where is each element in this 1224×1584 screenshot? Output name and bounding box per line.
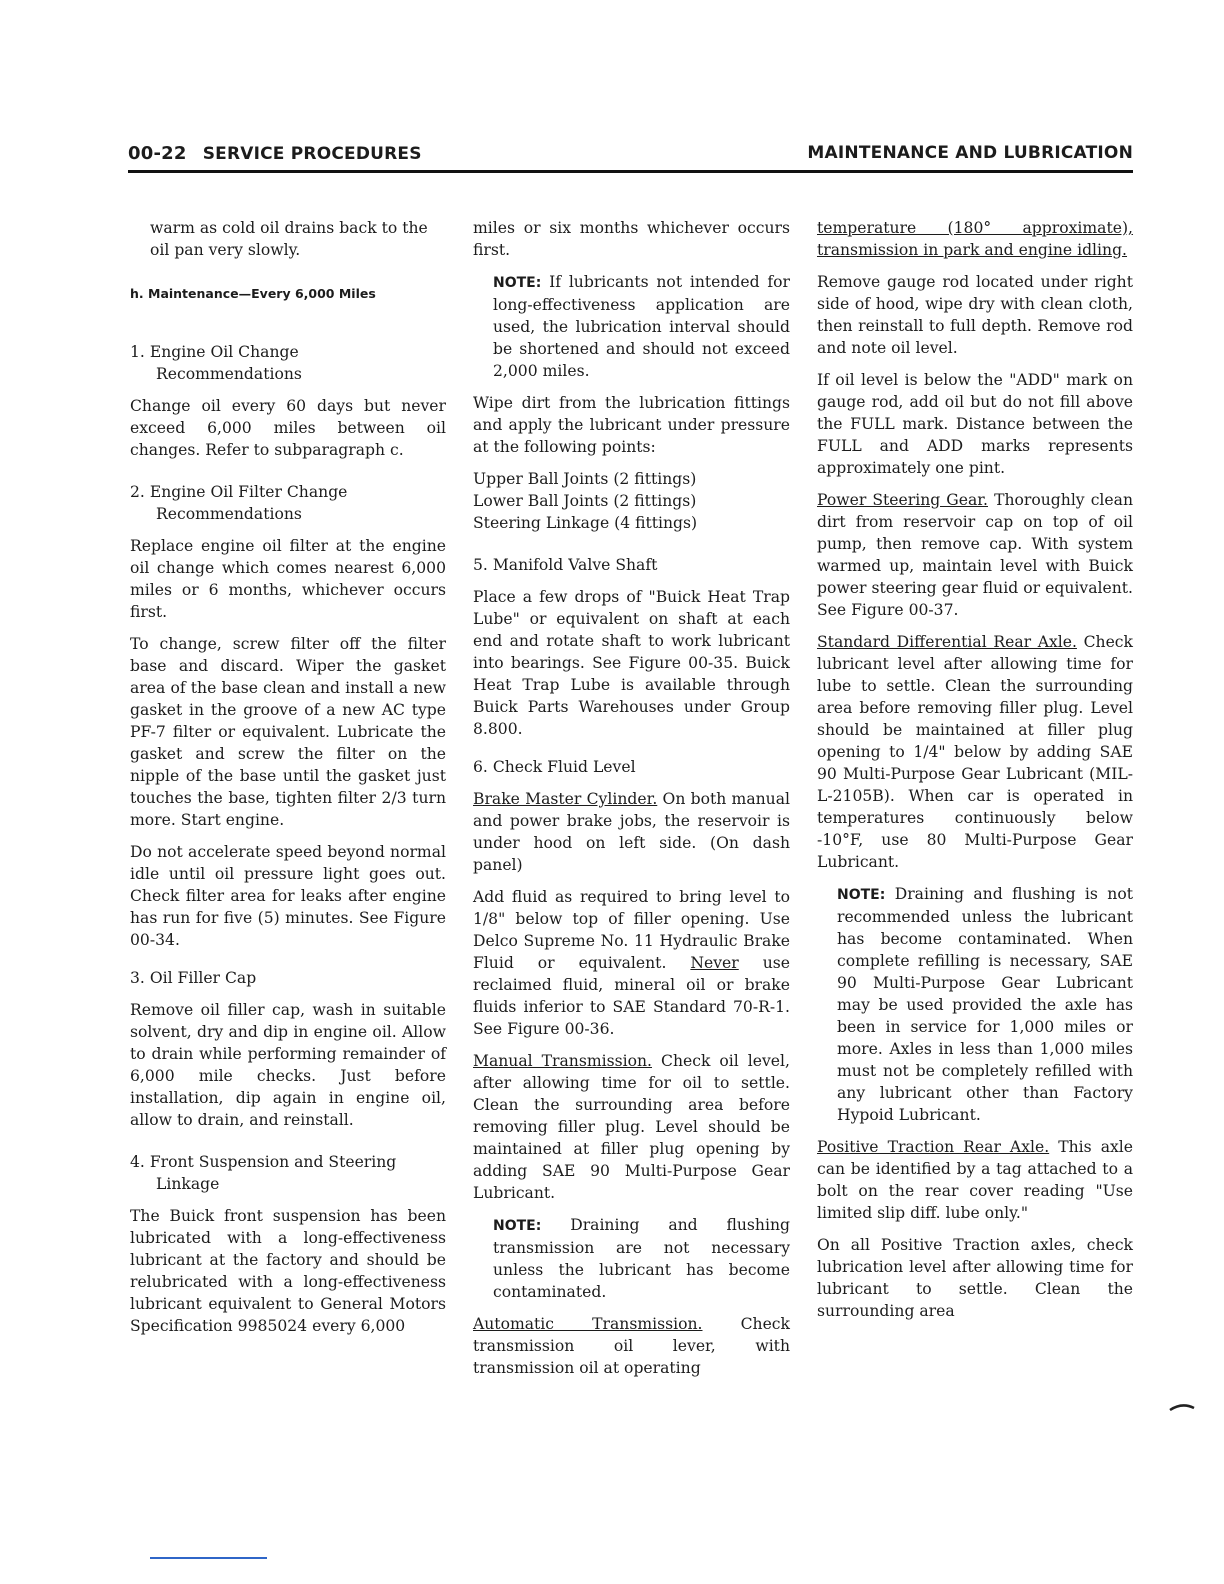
- column-1: [130, 217, 446, 1347]
- note-draining-axle: [817, 883, 1133, 1126]
- paragraph-miles-months: miles or six months whichever occurs first.: [473, 219, 790, 259]
- note-label: NOTE:: [493, 275, 542, 291]
- note-text: Draining and flushing transmission are not necessary unless the lubricant has become contaminated.: [493, 1216, 790, 1301]
- paragraph-oil-level: If oil level is below the "ADD" mark on gauge rod, add oil but do not fill above the FULL mark. Distance between the FULL and ADD marks represents approximately one pint.: [817, 371, 1133, 477]
- header-left: [128, 143, 422, 164]
- manual-text: Check oil level, after allowing time for oil to settle. Clean the surrounding area before removing filler plug. Level should be maintained at filler plug opening by adding SAE 90 Multi-Purpose Gear Lubricant.: [473, 1052, 790, 1202]
- paragraph-power-steering: [817, 489, 1133, 621]
- section-title: SERVICE PROCEDURES: [202, 144, 422, 164]
- column-2: [473, 217, 790, 1389]
- paragraph-automatic-transmission: [473, 1313, 790, 1379]
- positive-traction-text: This axle can be identified by a tag attached to a bolt on the rear cover reading "Use limited slip diff. lube only.": [817, 1138, 1133, 1222]
- note-lubricants: [473, 271, 790, 382]
- item-4-line1: 4. Front Suspension and Steering: [130, 1153, 397, 1171]
- item-1-line1: 1. Engine Oil Change: [130, 343, 299, 361]
- auto-text: Check transmission oil lever, with transmission oil at operating: [473, 1315, 790, 1377]
- note-label: NOTE:: [493, 1218, 542, 1234]
- paragraph-heat-trap: Place a few drops of "Buick Heat Trap Lube" or equivalent on shaft at each end and rotate shaft to work lubricant into bearings. See Figure 00-35. Buick Heat Trap Lube is available through Buick Parts Warehouses under Group 8.800.: [473, 588, 790, 738]
- paragraph-front-suspension: The Buick front suspension has been lubricated with a long-effectiveness lubricant at the factory and should be relubricated with a long-effectiveness lubricant equivalent to General Motors Specification 9985024 every 6,000: [130, 1207, 446, 1335]
- paragraph-filter-procedure: To change, screw filter off the filter base and discard. Wiper the gasket area of the base clean and install a new gasket in the groove of a new AC type PF-7 filter or equivalent. Lubricate the gasket and screw the filter on the nipple of the base until the gasket just touches the base, tighten filter 2/3 turn more. Start engine.: [130, 635, 446, 829]
- note-draining-transmission: [473, 1214, 790, 1303]
- paragraph-wipe-dirt: Wipe dirt from the lubrication fittings and apply the lubricant under pressure at the following points:: [473, 394, 790, 456]
- paragraph-manual-transmission: [473, 1050, 790, 1204]
- list-item: Steering Linkage (4 fittings): [473, 514, 698, 532]
- item-1-heading: [130, 341, 446, 385]
- note-text: If lubricants not intended for long-effectiveness application are used, the lubrication interval should be shortened and should not exceed 2,000 miles.: [493, 273, 790, 380]
- paragraph-add-fluid: Add fluid as required to bring level to 1/8" below top of filler opening. Use Delco Supreme No. 11 Hydraulic Brake Fluid or equivalent. Never use reclaimed fluid, mineral oil or brake fluids inferior to SAE Standard 70-R-1. See Figure 00-36.: [473, 888, 790, 1038]
- auto-heading: Automatic Transmission.: [473, 1315, 703, 1333]
- column-3: [817, 217, 1133, 1332]
- footer-line: [150, 1557, 267, 1559]
- item-4-heading: [130, 1151, 446, 1195]
- paragraph-filler-cap: Remove oil filler cap, wash in suitable solvent, dry and dip in engine oil. Allow to drain while performing remainder of 6,000 mile checks. Just before installation, dip again in engine oil, allow to drain, and reinstall.: [130, 1001, 446, 1129]
- intro-paragraph: warm as cold oil drains back to the oil pan very slowly.: [150, 219, 428, 259]
- paragraph-positive-traction: [817, 1136, 1133, 1224]
- paragraph-brake-master: [473, 788, 790, 876]
- chapter-title: MAINTENANCE AND LUBRICATION: [807, 143, 1133, 163]
- never-emphasis: Never: [690, 954, 739, 972]
- brake-heading: Brake Master Cylinder.: [473, 790, 658, 808]
- differential-heading: Standard Differential Rear Axle.: [817, 633, 1077, 651]
- note-label: NOTE:: [837, 887, 886, 903]
- item-3-heading: 3. Oil Filler Cap: [130, 969, 257, 987]
- list-item: Upper Ball Joints (2 fittings): [473, 470, 697, 488]
- header-rule: [128, 170, 1133, 173]
- item-1-line2: Recommendations: [156, 365, 302, 383]
- manual-heading: Manual Transmission.: [473, 1052, 652, 1070]
- paragraph-positive-traction-check: On all Positive Traction axles, check lubrication level after allowing time for lubricant to settle. Clean the surrounding area: [817, 1236, 1133, 1320]
- item-4-line2: Linkage: [156, 1175, 220, 1193]
- paragraph-engine-idle: Do not accelerate speed beyond normal idle until oil pressure light goes out. Check filter area for leaks after engine has run for five (5) minutes. See Figure 00-34.: [130, 843, 446, 949]
- section-heading-h: h. Maintenance—Every 6,000 Miles: [130, 286, 376, 301]
- item-2-line1: 2. Engine Oil Filter Change: [130, 483, 348, 501]
- item-2-heading: [130, 481, 446, 525]
- item-2-line2: Recommendations: [156, 505, 302, 523]
- list-item: Lower Ball Joints (2 fittings): [473, 492, 697, 510]
- item-6-heading: 6. Check Fluid Level: [473, 758, 636, 776]
- paragraph-differential: [817, 631, 1133, 873]
- brake-text: On both manual and power brake jobs, the reservoir is under hood on left side. (On dash panel): [473, 790, 791, 874]
- paragraph-filter-replace: Replace engine oil filter at the engine oil change which comes nearest 6,000 miles or 6 months, whichever occurs first.: [130, 537, 446, 621]
- power-steering-heading: Power Steering Gear.: [817, 491, 988, 509]
- paragraph-temperature: temperature (180° approximate), transmission in park and engine idling.: [817, 219, 1133, 259]
- paragraph-oil-change: Change oil every 60 days but never exceed 6,000 miles between oil changes. Refer to subparagraph c.: [130, 397, 446, 459]
- fittings-list: [473, 468, 790, 534]
- page-corner-mark: [1168, 1400, 1198, 1414]
- note-text: Draining and flushing is not recommended unless the lubricant has become contaminated. When complete refilling is necessary, SAE 90 Multi-Purpose Gear Lubricant may be used provided the axle has been in service for 1,000 miles or more. Axles in less than 1,000 miles must not be completely refilled with any lubricant other than Factory Hypoid Lubricant.: [837, 885, 1133, 1124]
- differential-text: Check lubricant level after allowing time for lube to settle. Clean the surrounding area before removing filler plug. Level should be maintained at filler plug opening to 1/4" below by adding SAE 90 Multi-Purpose Gear Lubricant (MIL-L-2105B). When car is operated in temperatures continuously below -10°F, use 80 Multi-Purpose Gear Lubricant.: [817, 633, 1133, 871]
- page-header: [128, 143, 1133, 169]
- power-steering-text: Thoroughly clean dirt from reservoir cap on top of oil pump, then remove cap. With system warmed up, maintain level with Buick power steering gear fluid or equivalent. See Figure 00-37.: [817, 491, 1133, 619]
- item-5-heading: 5. Manifold Valve Shaft: [473, 556, 658, 574]
- positive-traction-heading: Positive Traction Rear Axle.: [817, 1138, 1050, 1156]
- page-number: 00-22: [128, 143, 187, 164]
- paragraph-gauge-rod: Remove gauge rod located under right side of hood, wipe dry with clean cloth, then reinstall to full depth. Remove rod and note oil level.: [817, 273, 1133, 357]
